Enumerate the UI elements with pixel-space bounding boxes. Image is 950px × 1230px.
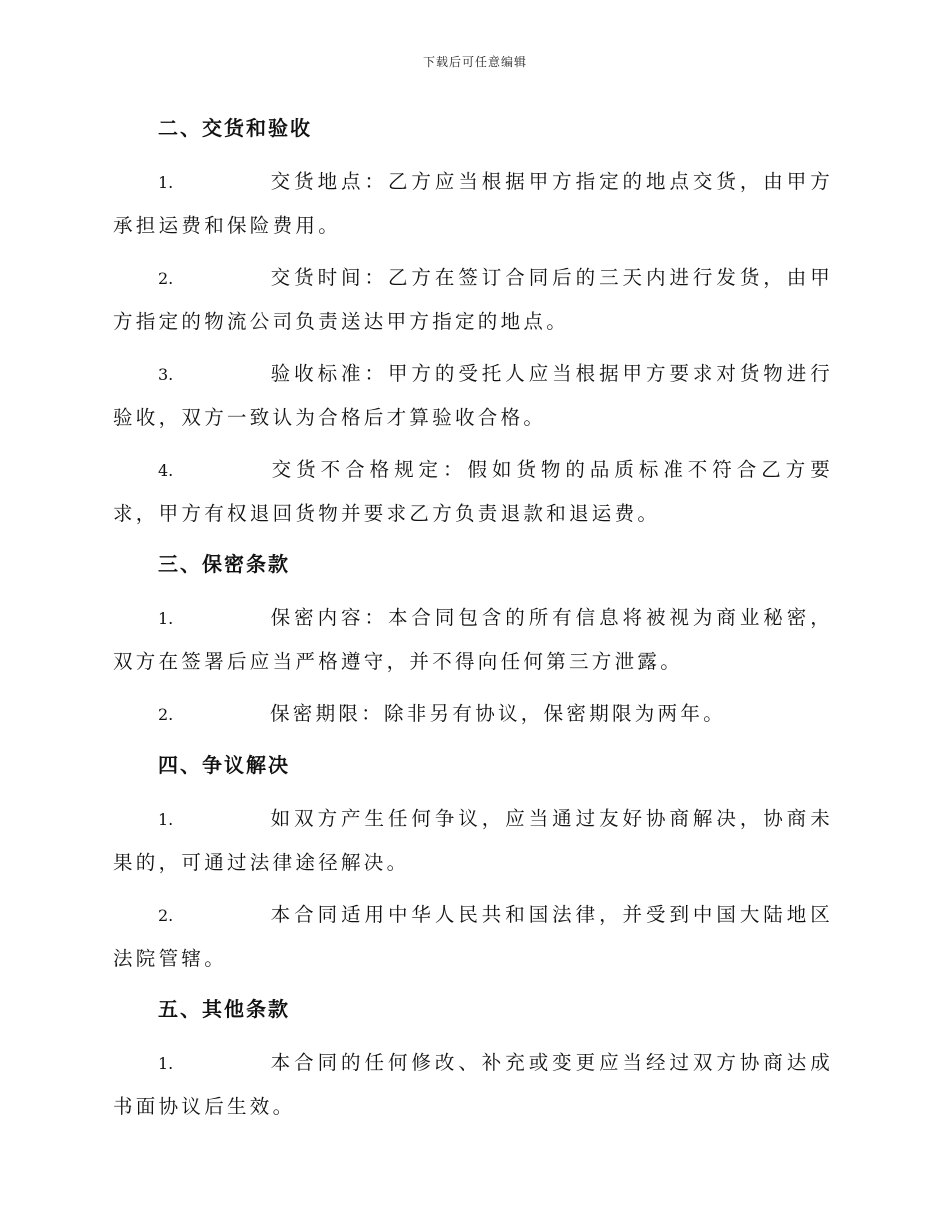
clause xyxy=(113,797,833,884)
clause-number: 4. xyxy=(158,461,174,480)
section-confidentiality xyxy=(113,544,833,736)
clause-number: 1. xyxy=(158,173,174,192)
clause-number: 3. xyxy=(158,365,174,384)
clause-number: 1. xyxy=(158,609,174,628)
section-title: 二、交货和验收 xyxy=(158,116,312,140)
clause xyxy=(113,596,833,683)
clause xyxy=(113,893,833,980)
clause-text: 如双方产生任何争议，应当通过友好协商解决，协商未果的，可通过法律途径解决。 xyxy=(113,807,833,874)
section-delivery xyxy=(113,108,833,535)
clause-text: 保密期限：除非另有协议，保密期限为两年。 xyxy=(270,702,727,725)
clause-text: 交货不合格规定：假如货物的品质标准不符合乙方要求，甲方有权退回货物并要求乙方负责退款和退运费。 xyxy=(113,458,833,525)
clause xyxy=(113,256,833,343)
page-header: 下载后可任意编辑 xyxy=(422,55,527,69)
section-other-terms xyxy=(113,989,833,1128)
clause-text: 本合同适用中华人民共和国法律，并受到中国大陆地区法院管辖。 xyxy=(113,903,833,970)
clause xyxy=(113,352,833,439)
clause-text: 交货时间：乙方在签订合同后的三天内进行发货，由甲方指定的物流公司负责送达甲方指定的地点。 xyxy=(113,266,833,333)
section-dispute-resolution xyxy=(113,745,833,980)
clause-text: 本合同的任何修改、补充或变更应当经过双方协商达成书面协议后生效。 xyxy=(113,1051,833,1118)
clause-number: 2. xyxy=(158,906,174,925)
section-title: 四、争议解决 xyxy=(158,753,290,777)
section-title: 三、保密条款 xyxy=(158,552,290,576)
clause xyxy=(113,448,833,535)
clause xyxy=(113,160,833,247)
clause-text: 验收标准：甲方的受托人应当根据甲方要求对货物进行验收，双方一致认为合格后才算验收合格。 xyxy=(113,362,833,429)
clause-text: 交货地点：乙方应当根据甲方指定的地点交货，由甲方承担运费和保险费用。 xyxy=(113,170,833,237)
clause-text: 保密内容：本合同包含的所有信息将被视为商业秘密，双方在签署后应当严格遵守，并不得向任何第三方泄露。 xyxy=(113,606,833,673)
clause xyxy=(113,692,833,736)
clause-number: 2. xyxy=(158,705,174,724)
section-title: 五、其他条款 xyxy=(158,997,290,1021)
clause-number: 1. xyxy=(158,810,174,829)
clause xyxy=(113,1041,833,1128)
clause-number: 1. xyxy=(158,1054,174,1073)
clause-number: 2. xyxy=(158,269,174,288)
document-body xyxy=(113,108,833,1137)
